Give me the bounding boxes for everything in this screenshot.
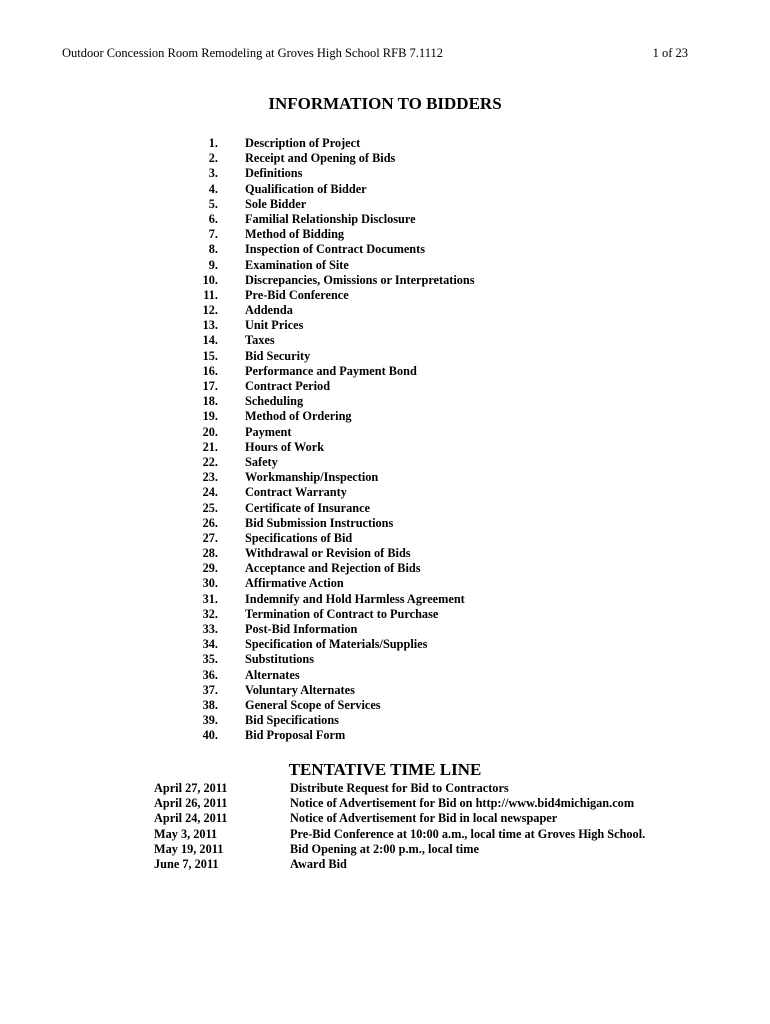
- toc-item: [190, 273, 475, 288]
- toc-item-label: Post-Bid Information: [245, 622, 358, 636]
- timeline-date: May 3, 2011: [154, 826, 218, 841]
- toc-item: [190, 592, 475, 607]
- toc-item: [190, 379, 475, 394]
- toc-item-number: 27.: [202, 530, 218, 545]
- toc-item-number: 3.: [208, 166, 218, 181]
- toc-item-number: 12.: [202, 303, 218, 318]
- timeline-date: April 27, 2011: [154, 781, 228, 795]
- toc-item-number: 10.: [202, 272, 218, 287]
- timeline-row: [154, 781, 645, 796]
- toc-item: [190, 455, 475, 470]
- toc-item: [190, 531, 475, 546]
- toc-item-number: 19.: [202, 409, 218, 424]
- toc-item-number: 2.: [208, 151, 218, 166]
- toc-item-number: 14.: [202, 333, 218, 348]
- toc-item: [190, 501, 475, 516]
- toc-item: [190, 288, 475, 303]
- toc-item-number: 17.: [202, 379, 218, 393]
- toc-item-label: Contract Warranty: [245, 485, 347, 500]
- timeline-date: June 7, 2011: [154, 856, 219, 871]
- toc-item: [190, 485, 475, 500]
- toc-item-label: Sole Bidder: [245, 196, 307, 211]
- toc-item-label: Payment: [245, 424, 292, 439]
- toc-item: [190, 333, 475, 348]
- toc-item: [190, 652, 475, 667]
- header-title: Outdoor Concession Room Remodeling at Groves High School RFB 7.1112: [62, 46, 444, 60]
- toc-item: [190, 303, 475, 318]
- toc-item: [190, 151, 475, 166]
- timeline-event: Pre-Bid Conference at 10:00 a.m., local time at Groves High School.: [290, 826, 646, 841]
- toc-item-number: 23.: [202, 470, 218, 485]
- toc-item-number: 21.: [202, 439, 218, 454]
- toc-item-label: General Scope of Services: [245, 697, 381, 712]
- timeline-row: [154, 796, 645, 811]
- toc-item-label: Taxes: [245, 333, 275, 348]
- toc-item-number: 26.: [202, 515, 218, 530]
- timeline-title: TENTATIVE TIME LINE: [288, 760, 482, 779]
- toc-item-number: 35.: [202, 652, 218, 667]
- toc-item: [190, 166, 475, 181]
- toc-item: [190, 440, 475, 455]
- toc-item-label: Inspection of Contract Documents: [245, 242, 425, 257]
- toc-item: [190, 242, 475, 257]
- page-header: [62, 46, 688, 61]
- timeline-event: Notice of Advertisement for Bid in local newspaper: [290, 811, 558, 826]
- toc-item-number: 5.: [208, 196, 218, 211]
- toc-item: [190, 668, 475, 683]
- toc-item: [190, 136, 475, 151]
- toc-item: [190, 637, 475, 652]
- toc-item-number: 4.: [208, 181, 218, 196]
- toc-item-label: Familial Relationship Disclosure: [245, 211, 416, 226]
- toc-item: [190, 546, 475, 561]
- toc-item: [190, 258, 475, 273]
- timeline-event: Notice of Advertisement for Bid on http://www.bid4michigan.com: [290, 796, 635, 811]
- toc-item-number: 24.: [202, 485, 218, 500]
- toc-item-label: Specifications of Bid: [245, 530, 353, 545]
- toc-item: [190, 409, 475, 424]
- timeline-event: Award Bid: [290, 856, 347, 871]
- toc-item-number: 29.: [202, 561, 218, 576]
- toc-item-label: Qualification of Bidder: [245, 181, 367, 196]
- toc-item-label: Certificate of Insurance: [245, 500, 370, 515]
- toc-item-label: Termination of Contract to Purchase: [245, 606, 439, 621]
- toc-item-label: Safety: [245, 454, 278, 469]
- toc-item-label: Performance and Payment Bond: [245, 363, 417, 378]
- timeline-list: [154, 781, 645, 872]
- toc-item-label: Withdrawal or Revision of Bids: [245, 546, 411, 561]
- toc-item-number: 36.: [202, 667, 218, 682]
- toc-item-label: Acceptance and Rejection of Bids: [245, 561, 421, 576]
- toc-item: [190, 318, 475, 333]
- toc-item-number: 20.: [202, 424, 218, 439]
- toc-item-label: Pre-Bid Conference: [245, 287, 349, 302]
- toc-item: [190, 197, 475, 212]
- toc-item-number: 18.: [202, 394, 218, 409]
- toc-item-label: Hours of Work: [245, 439, 325, 454]
- toc-item-label: Affirmative Action: [245, 576, 344, 591]
- toc-item-number: 31.: [202, 591, 218, 606]
- toc-item-label: Description of Project: [245, 136, 361, 150]
- toc-item-label: Discrepancies, Omissions or Interpretations: [245, 272, 475, 287]
- timeline-event: Bid Opening at 2:00 p.m., local time: [290, 841, 479, 856]
- toc-item-number: 22.: [202, 454, 218, 469]
- toc-item-number: 6.: [208, 211, 218, 226]
- toc-item-label: Bid Submission Instructions: [245, 515, 394, 530]
- toc-item: [190, 425, 475, 440]
- toc-item: [190, 698, 475, 713]
- toc-item-number: 13.: [202, 318, 218, 333]
- toc-item-label: Addenda: [245, 303, 293, 318]
- toc-item-number: 30.: [202, 576, 218, 591]
- toc-item: [190, 728, 475, 743]
- toc-item-label: Substitutions: [245, 652, 315, 667]
- toc-item: [190, 364, 475, 379]
- toc-item: [190, 227, 475, 242]
- table-of-contents: [190, 136, 475, 744]
- toc-item: [190, 561, 475, 576]
- toc-item: [190, 622, 475, 637]
- toc-item-number: 32.: [202, 606, 218, 621]
- timeline-date: May 19, 2011: [154, 841, 224, 856]
- timeline-date: April 26, 2011: [154, 796, 228, 811]
- toc-item-label: Alternates: [245, 667, 300, 682]
- timeline-row: [154, 811, 645, 826]
- toc-item-label: Bid Security: [245, 348, 311, 363]
- timeline-row: [154, 842, 645, 857]
- toc-item-number: 8.: [208, 242, 218, 257]
- toc-item-label: Workmanship/Inspection: [245, 470, 379, 485]
- toc-item: [190, 607, 475, 622]
- toc-item-number: 15.: [202, 348, 218, 363]
- timeline-row: [154, 857, 645, 872]
- toc-item-number: 9.: [208, 257, 218, 272]
- timeline-date: April 24, 2011: [154, 811, 228, 826]
- toc-item-label: Unit Prices: [245, 318, 304, 333]
- toc-item-number: 38.: [202, 697, 218, 712]
- toc-item-number: 7.: [208, 227, 218, 242]
- toc-item-number: 37.: [202, 682, 218, 697]
- toc-item: [190, 394, 475, 409]
- toc-item: [190, 516, 475, 531]
- toc-item-label: Specification of Materials/Supplies: [245, 637, 428, 652]
- toc-item-label: Examination of Site: [245, 257, 349, 272]
- toc-item-label: Definitions: [245, 166, 303, 181]
- toc-item: [190, 713, 475, 728]
- toc-item-label: Bid Proposal Form: [245, 728, 346, 743]
- toc-item: [190, 212, 475, 227]
- toc-item-label: Method of Ordering: [245, 409, 352, 424]
- toc-item: [190, 182, 475, 197]
- toc-item-label: Contract Period: [245, 379, 331, 393]
- toc-item-label: Bid Specifications: [245, 713, 339, 728]
- toc-item: [190, 683, 475, 698]
- toc-item-number: 16.: [202, 363, 218, 378]
- toc-item-number: 39.: [202, 713, 218, 728]
- toc-item-number: 1.: [208, 136, 218, 150]
- toc-item: [190, 349, 475, 364]
- toc-item-number: 11.: [203, 287, 218, 302]
- timeline-event: Distribute Request for Bid to Contractors: [290, 781, 509, 795]
- toc-item-label: Voluntary Alternates: [245, 682, 355, 697]
- toc-item-label: Scheduling: [245, 394, 304, 409]
- toc-item-label: Method of Bidding: [245, 227, 345, 242]
- page-number: 1 of 23: [652, 46, 688, 60]
- toc-item-number: 34.: [202, 637, 218, 652]
- toc-item-label: Receipt and Opening of Bids: [245, 151, 396, 166]
- toc-item-number: 40.: [202, 728, 218, 743]
- toc-item: [190, 470, 475, 485]
- toc-item-number: 28.: [202, 546, 218, 561]
- document-title: INFORMATION TO BIDDERS: [268, 94, 502, 113]
- toc-item: [190, 576, 475, 591]
- toc-item-number: 25.: [202, 500, 218, 515]
- timeline-row: [154, 827, 645, 842]
- toc-item-number: 33.: [202, 622, 218, 636]
- toc-item-label: Indemnify and Hold Harmless Agreement: [245, 591, 465, 606]
